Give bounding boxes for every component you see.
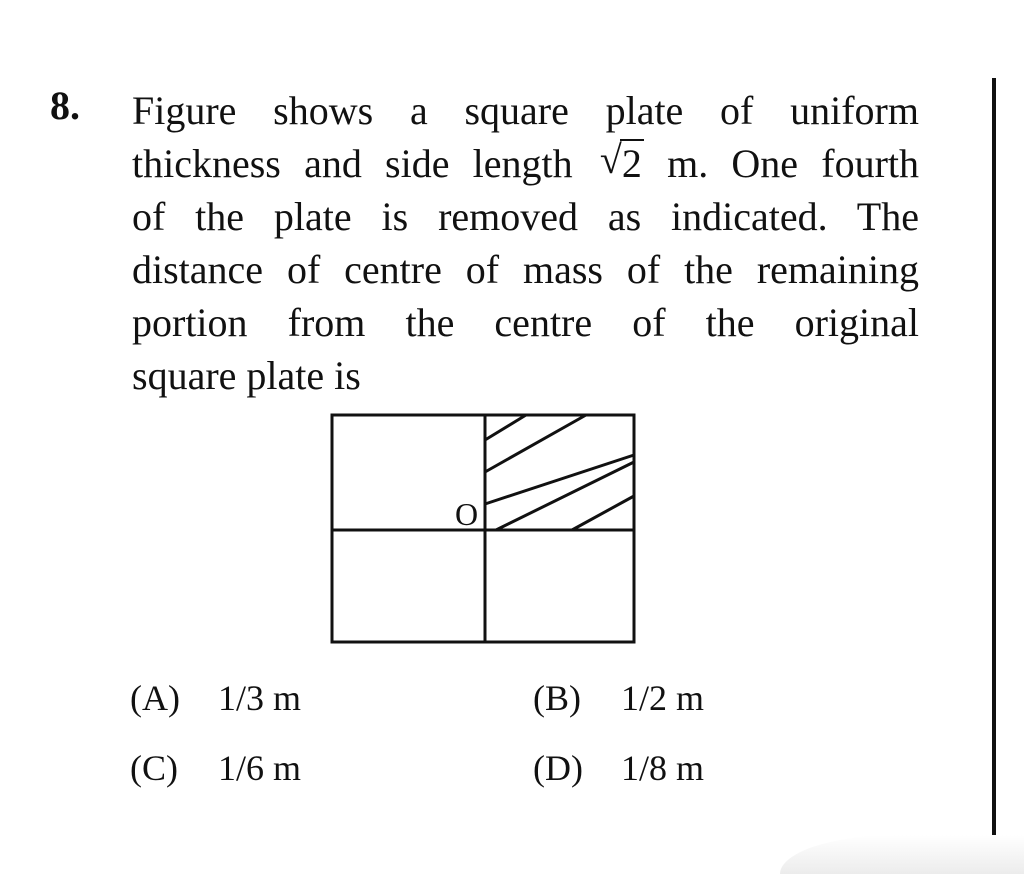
removed-quadrant-hatching (485, 415, 634, 530)
question-line-2-unit: m. One fourth (667, 141, 920, 186)
option-c-value: 1/6 m (218, 748, 302, 788)
option-a[interactable] (130, 677, 301, 719)
option-c[interactable] (130, 747, 301, 789)
question-line-5: portion from the centre of the original (132, 300, 919, 345)
option-b-value: 1/2 m (621, 678, 705, 718)
question-number: 8. (50, 83, 80, 128)
option-d-label: (D) (533, 748, 583, 788)
question-line-2-text: thickness and side length (132, 141, 573, 186)
question-line-4: distance of centre of mass of the remaining (132, 247, 919, 292)
option-d-value: 1/8 m (621, 748, 705, 788)
square-plate-figure (328, 410, 640, 651)
question-text (132, 84, 919, 402)
option-a-value: 1/3 m (218, 678, 302, 718)
page-margin-rule (992, 78, 996, 874)
question-line-2 (132, 137, 919, 190)
sqrt-expression (600, 137, 644, 190)
option-d[interactable] (533, 747, 704, 789)
radical-symbol: √ (599, 137, 622, 182)
center-label-o: O (455, 496, 479, 532)
plate-diagram (328, 410, 640, 646)
option-c-label: (C) (130, 748, 178, 788)
page-corner-shadow (780, 835, 1024, 874)
question-line-3: of the plate is removed as indicated. The (132, 194, 919, 239)
radicand: 2 (621, 141, 642, 186)
option-b[interactable] (533, 677, 704, 719)
question-line-1: Figure shows a square plate of uniform (132, 88, 919, 133)
option-b-label: (B) (533, 678, 581, 718)
option-a-label: (A) (130, 678, 180, 718)
question-line-6: square plate is (132, 353, 361, 398)
